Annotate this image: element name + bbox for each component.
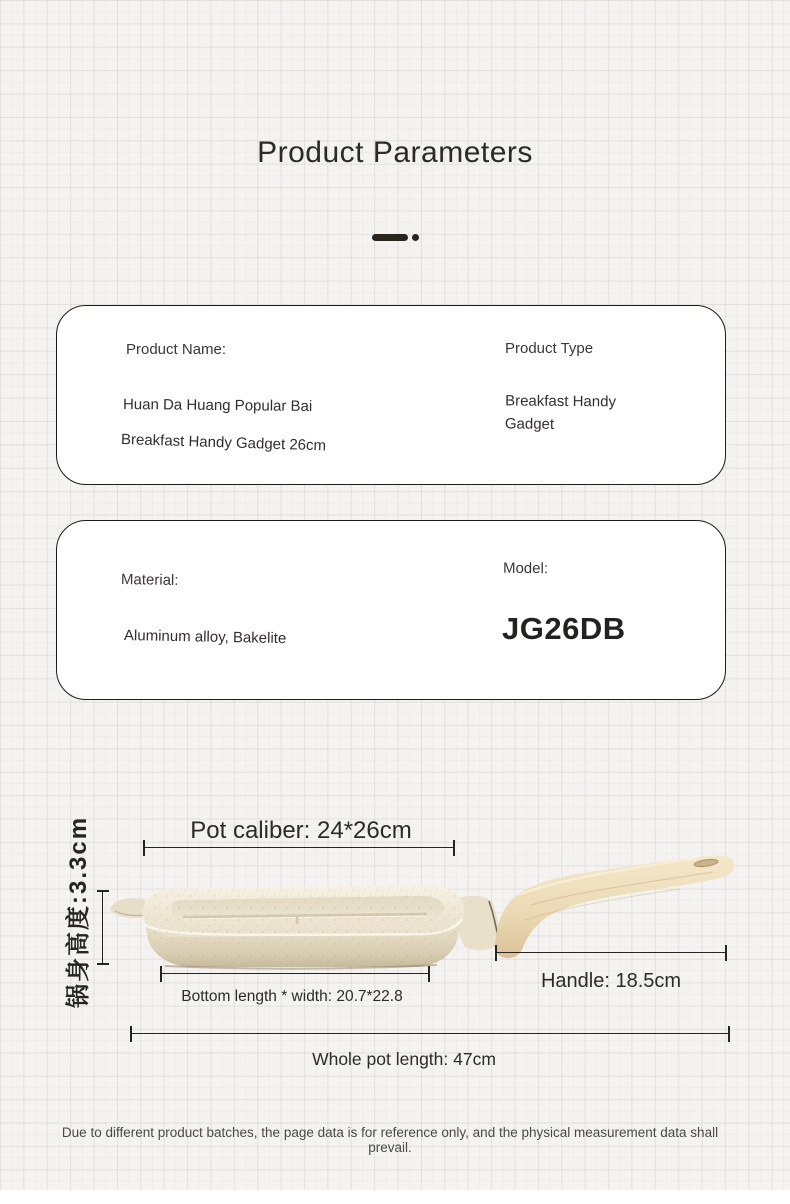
model-value: JG26DB <box>502 611 626 646</box>
bottom-size-label: Bottom length * width: 20.7*22.8 <box>181 988 403 1005</box>
pot-caliber-label: Pot caliber: 24*26cm <box>190 817 412 844</box>
product-name-label: Product Name: <box>126 341 227 358</box>
whole-length-measure-line <box>130 1033 730 1034</box>
pot-body-height-measure-line <box>102 890 103 965</box>
disclaimer-text: Due to different product batches, the page data is for reference only, and the physical measurement data shall prevail. <box>61 1125 719 1155</box>
title-divider <box>372 234 419 241</box>
product-type-label: Product Type <box>505 340 594 357</box>
divider-bar-icon <box>372 234 408 241</box>
whole-length-label: Whole pot length: 47cm <box>312 1049 496 1069</box>
pan-illustration <box>105 845 750 980</box>
divider-dot-icon <box>412 234 419 241</box>
product-name-value-line2: Breakfast Handy Gadget 26cm <box>120 431 327 455</box>
material-label: Material: <box>120 571 179 590</box>
product-name-card <box>56 305 726 485</box>
bottom-size-measure-line <box>160 973 430 974</box>
page-title: Product Parameters <box>257 136 533 169</box>
bottom-white-strip <box>0 1190 790 1204</box>
handle-length-label: Handle: 18.5cm <box>540 970 682 992</box>
handle-measure-line <box>495 952 727 953</box>
pot-body-height-label: 锅身高度:3.3cm <box>65 815 92 1008</box>
model-label: Model: <box>502 559 549 578</box>
product-type-value: Breakfast Handy Gadget <box>504 392 617 434</box>
product-name-value-line1: Huan Da Huang Popular Bai <box>122 396 313 415</box>
material-value: Aluminum alloy, Bakelite <box>123 627 287 648</box>
material-model-card <box>56 520 726 700</box>
